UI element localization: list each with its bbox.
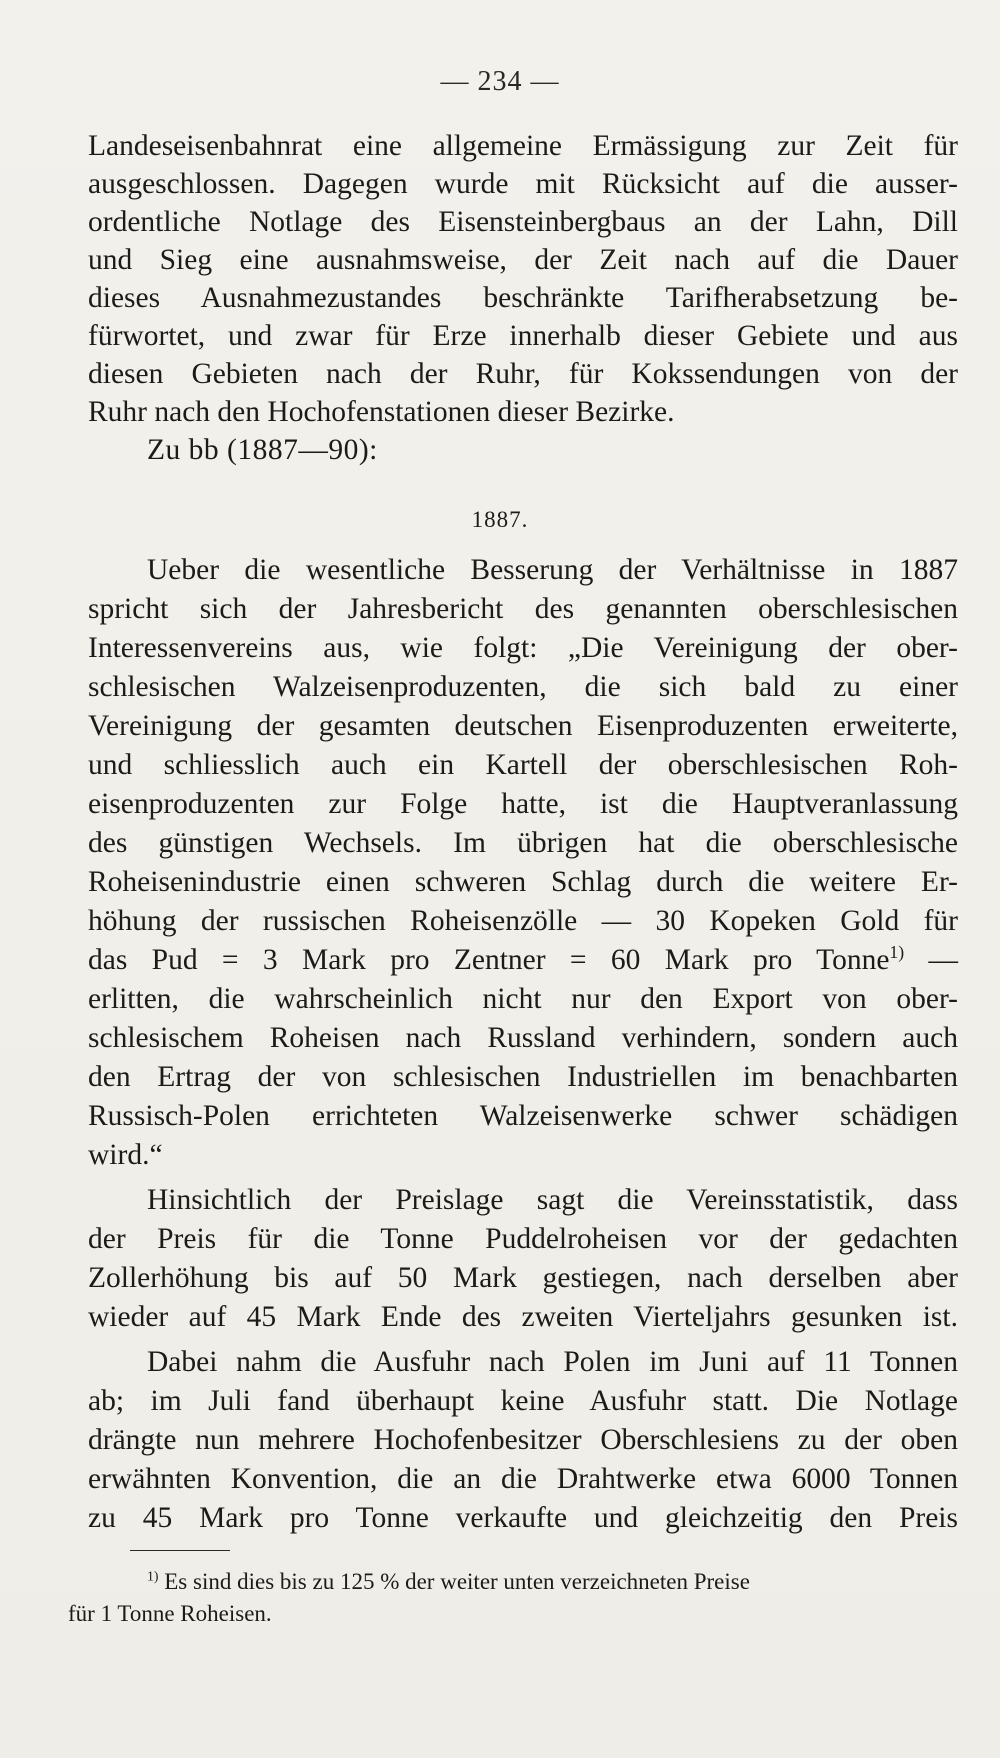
text-line: der Preis für die Tonne Puddelroheisen vor der gedachten: [88, 1223, 958, 1255]
text-line: des günstigen Wechsels. Im übrigen hat die oberschlesische: [88, 827, 958, 859]
footnote-marker: 1): [147, 1568, 159, 1584]
text-line: Interessenvereins aus, wie folgt: „Die Vereinigung der ober-: [88, 632, 958, 664]
text-line: und Sieg eine ausnahmsweise, der Zeit nach auf die Dauer: [88, 244, 958, 276]
text-line: Ueber die wesentliche Besserung der Verhältnisse in 1887: [147, 554, 958, 586]
text-line: ausgeschlossen. Dagegen wurde mit Rücksicht auf die ausser-: [88, 168, 958, 200]
text-line: wieder auf 45 Mark Ende des zweiten Vierteljahrs gesunken ist.: [88, 1301, 958, 1333]
text-line: ab; im Juli fand überhaupt keine Ausfuhr statt. Die Notlage: [88, 1385, 958, 1417]
text-segment: —: [904, 944, 958, 976]
text-line: zu 45 Mark pro Tonne verkaufte und gleichzeitig den Preis: [88, 1502, 958, 1534]
text-line: fürwortet, und zwar für Erze innerhalb dieser Gebiete und aus: [88, 320, 958, 352]
text-line: Roheisenindustrie einen schweren Schlag durch die weitere Er-: [88, 866, 958, 898]
text-line: eisenproduzenten zur Folge hatte, ist die Hauptveranlassung: [88, 788, 958, 820]
text-line: und schliesslich auch ein Kartell der oberschlesischen Roh-: [88, 749, 958, 781]
text-line: schlesischem Roheisen nach Russland verhindern, sondern auch: [88, 1022, 958, 1054]
text-line: ordentliche Notlage des Eisensteinbergbaus an der Lahn, Dill: [88, 206, 958, 238]
footnote-reference[interactable]: 1): [889, 942, 905, 963]
text-line: Vereinigung der gesamten deutschen Eisenproduzenten erweiterte,: [88, 710, 958, 742]
text-segment: das Pud = 3 Mark pro Zentner = 60 Mark pro Tonne: [88, 944, 890, 976]
text-line: erwähnten Konvention, die an die Drahtwerke etwa 6000 Tonnen: [88, 1463, 958, 1495]
text-line: Ruhr nach den Hochofenstationen dieser Bezirke.: [88, 396, 675, 428]
text-line: Hinsichtlich der Preislage sagt die Vereinsstatistik, dass: [147, 1184, 958, 1216]
text-line: diesen Gebieten nach der Ruhr, für Kokssendungen von der: [88, 358, 958, 390]
footnote-divider: [130, 1550, 230, 1551]
text-line: spricht sich der Jahresbericht des genannten oberschlesischen: [88, 593, 958, 625]
text-line-with-footnote: [88, 940, 958, 980]
text-line: Landeseisenbahnrat eine allgemeine Ermässigung zur Zeit für: [88, 130, 958, 162]
text-line: den Ertrag der von schlesischen Industriellen im benachbarten: [88, 1061, 958, 1093]
text-line: Dabei nahm die Ausfuhr nach Polen im Juni auf 11 Tonnen: [147, 1346, 958, 1378]
year-heading: 1887.: [471, 507, 529, 532]
text-line: drängte nun mehrere Hochofenbesitzer Oberschlesiens zu der oben: [88, 1424, 958, 1456]
footnote-line: für 1 Tonne Roheisen.: [68, 1601, 272, 1626]
text-line: wird.“: [88, 1139, 163, 1171]
page-number: — 234 —: [440, 66, 560, 97]
text-line: Zollerhöhung bis auf 50 Mark gestiegen, nach derselben aber: [88, 1262, 958, 1294]
text-line: Russisch-Polen errichteten Walzeisenwerke schwer schädigen: [88, 1100, 958, 1132]
text-line: erlitten, die wahrscheinlich nicht nur den Export von ober-: [88, 983, 958, 1015]
footnote-line: [147, 1568, 958, 1596]
text-line: dieses Ausnahmezustandes beschränkte Tarifherabsetzung be-: [88, 282, 958, 314]
text-line: höhung der russischen Roheisenzölle — 30 Kopeken Gold für: [88, 905, 958, 937]
text-line: schlesischen Walzeisenproduzenten, die sich bald zu einer: [88, 671, 958, 703]
footnote-text: Es sind dies bis zu 125 % der weiter unten verzeichneten Preise: [158, 1569, 750, 1594]
section-heading: Zu bb (1887—90):: [147, 434, 378, 466]
